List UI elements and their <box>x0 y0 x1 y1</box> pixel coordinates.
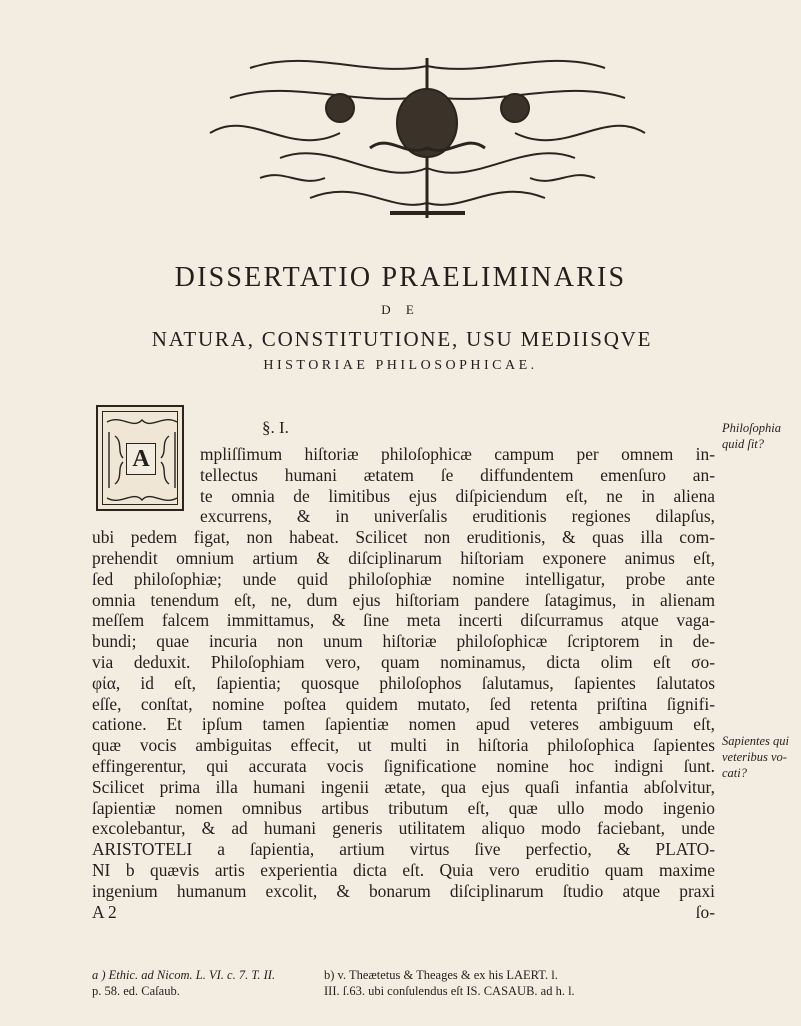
text-line: ingenium humanum excolit, & bonarum diſciplinarum ſtudio atque praxi <box>92 880 715 901</box>
dissertation-title: DISSERTATIO PRAELIMINARIS <box>174 262 627 293</box>
body-text <box>92 444 715 922</box>
text-line: via deduxit. Philoſophiam vero, quam nominamus, dicta olim eſt σο- <box>92 651 715 672</box>
title-de: D E <box>381 302 420 317</box>
text-line: excolebantur, & ad humani generis utilitatem aliquo modo faciebant, unde <box>92 818 715 839</box>
footnote-row <box>92 967 732 983</box>
footnote-a: a ) Ethic. ad Nicom. L. VI. c. 7. T. II. <box>92 968 276 982</box>
text-line: bundi; quae incuria non unum hiſtoriæ philoſophicæ ſcriptorem in de- <box>92 631 715 652</box>
footnote-row <box>92 983 732 999</box>
text-line: omnia tenendum eſt, ne, dum ejus hiſtoriam pandere ſatagimus, in alienam <box>92 589 715 610</box>
text-line: ARISTOTELI a ſapientia, artium virtus ſive perfectio, & PLATO- <box>92 839 715 860</box>
text-line: ſapientiæ nomen omnibus artibus tributum eſt, quæ ullo modo ingenio <box>92 797 715 818</box>
text-line: prehendit omnium artium & diſciplinarum hiſtoriam exponere animus eſt, <box>92 547 715 568</box>
headpiece-ornament <box>190 38 665 228</box>
title-subtitle: NATURA, CONSTITUTIONE, USU MEDIISQVE <box>151 327 653 351</box>
text-line: excurrens, & in univerſalis eruditionis regiones dilapſus, <box>200 506 715 527</box>
text-line: NI b quævis artis experientia dicta eſt. Quia vero eruditio quam maxime <box>92 859 715 880</box>
text-line: eſſe, conſtat, nomine poſtea quidem mutato, ſed retenta priſtina ſignifi- <box>92 693 715 714</box>
text-line: quæ vocis ambiguitas effecit, ut multi in hiſtoria philoſophica ſapientes <box>92 735 715 756</box>
text-line: tellectus humani ætatem ſe diffundentem emenſuro an- <box>200 464 715 485</box>
title-subtitle-2: HISTORIAE PHILOSOPHICAE. <box>263 358 538 373</box>
footnotes <box>92 967 732 999</box>
footnote-b: b) v. Theætetus & Theages & ex his LAERT. l. <box>324 968 558 982</box>
margin-note-sapientes: Sapientes qui veteribus vo- cati? <box>722 734 790 780</box>
footnote-a-cont: p. 58. ed. Caſaub. <box>92 984 180 998</box>
text-line: meſſem falcem immittamus, & ſine meta incerti diſcurramus atque vaga- <box>92 610 715 631</box>
catch-line <box>92 902 715 923</box>
text-line: catione. Et ipſum tamen ſapientiæ nomen apud veteres ambiguum eſt, <box>92 714 715 735</box>
margin-note-philosophia: Philoſophia quid ſit? <box>722 421 782 451</box>
section-number: §. I. <box>262 418 289 437</box>
catchword: ſo- <box>695 901 715 922</box>
text-line: ſed philoſophiæ; unde quid philoſophiæ nomine intelligatur, probe ante <box>92 568 715 589</box>
text-line: te omnia de limitibus ejus diſpiciendum eſt, ne in aliena <box>200 485 715 506</box>
text-line: mpliſſimum hiſtoriæ philoſophicæ campum per omnem in- <box>200 444 715 464</box>
text-line: Scilicet prima illa humani ingenii ætate, qua ejus quaſi infantia abſolvitur, <box>92 776 715 797</box>
initial-letter: A <box>126 443 156 475</box>
text-line: φία, id eſt, ſapientia; quosque philoſophos ſalutamus, ſapientes ſalutatos <box>92 672 715 693</box>
footnote-b-cont: III. ſ.63. ubi conſulendus eſt IS. CASAUB. ad h. l. <box>324 984 575 998</box>
text-line: ubi pedem figat, non habeat. Scilicet non eruditionis, & quas illa com- <box>92 527 715 548</box>
text-line: effingerentur, qui accurata vocis ſignificatione nomine hoc indigni ſunt. <box>92 755 715 776</box>
signature-mark: A 2 <box>92 901 117 922</box>
